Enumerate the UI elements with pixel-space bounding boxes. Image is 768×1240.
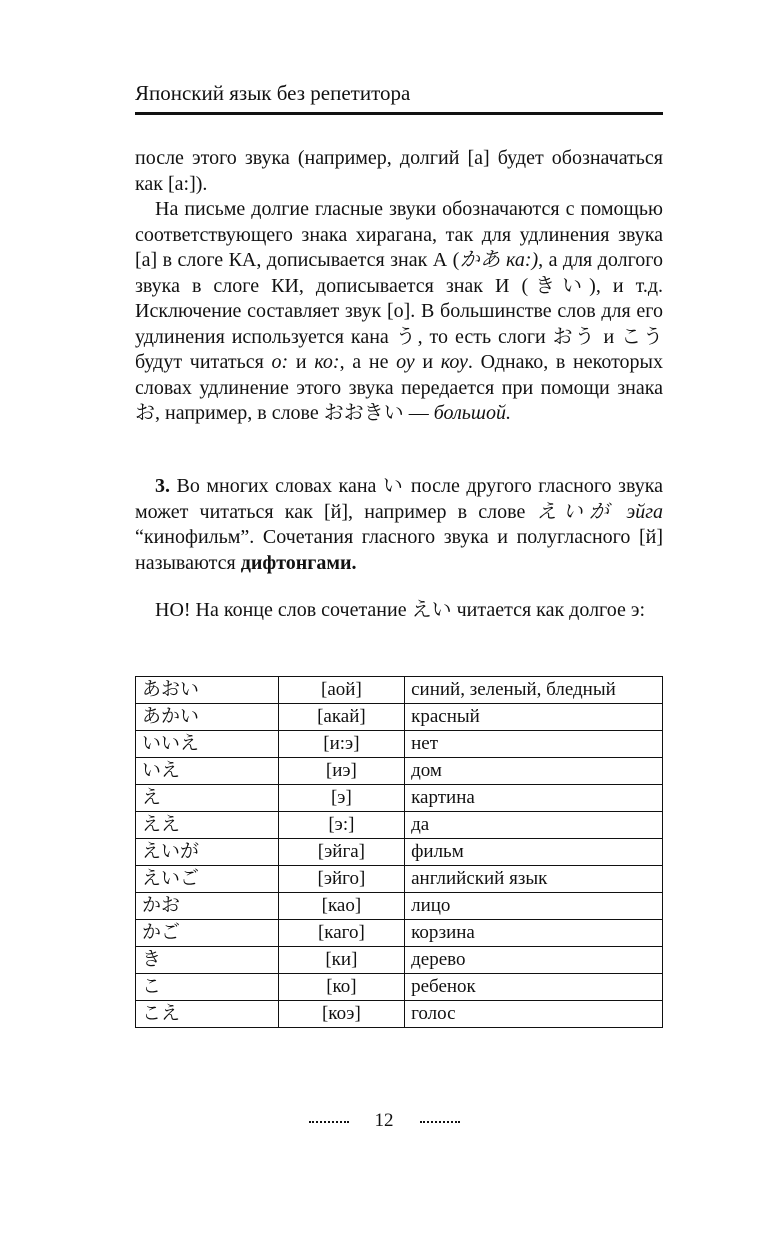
italic-run: оу [396, 351, 415, 373]
table-row [136, 920, 663, 947]
table-row [136, 785, 663, 812]
reading-cell: [ки] [278, 947, 404, 974]
reading-cell: [акай] [278, 704, 404, 731]
footer-dots-left [309, 1121, 349, 1123]
italic-run: большой. [433, 402, 511, 424]
table-row [136, 812, 663, 839]
kana-cell: え [136, 785, 279, 812]
table-row [136, 947, 663, 974]
meaning-cell: лицо [405, 893, 663, 920]
paragraph-note: НО! На конце слов сочетание えい читается как долгое э: [155, 599, 646, 621]
italic-run: ко: [314, 351, 340, 373]
kana-cell: あかい [136, 704, 279, 731]
kana-cell: ええ [136, 812, 279, 839]
reading-cell: [эйга] [278, 839, 404, 866]
text-block-2 [135, 474, 663, 576]
meaning-cell: фильм [405, 839, 663, 866]
table-row [136, 1001, 663, 1028]
bold-run: дифтонгами. [240, 551, 357, 574]
reading-cell: [као] [278, 893, 404, 920]
text-block-1 [135, 146, 663, 427]
paragraph-long-vowels [135, 197, 663, 427]
text-run: . Однако, в некоторых словах удлинение этого звука передается при помощи знака お, например, в слове おおきい — [135, 351, 663, 424]
text-run: , а для долгого звука в слоге КИ, дописывается знак И (きい), и т.д. Исключение составляет звук [о]. В большинстве слов для его удлинения используется кана う, то есть слоги おう и こう будут читаться [135, 249, 663, 373]
italic-run: о: [271, 351, 289, 373]
table-row [136, 893, 663, 920]
kana-cell: あおい [136, 677, 279, 704]
table-row [136, 731, 663, 758]
text-run: На письме долгие гласные звуки обозначаются с помощью соответствующего знака хирагана, так для удлинения звука [а] в слоге КА, дописывается знак А ( [135, 198, 663, 271]
text-run: “кинофильм”. Сочетания гласного звука и полугласного [й] называются [135, 526, 663, 574]
meaning-cell: красный [405, 704, 663, 731]
table-row [136, 974, 663, 1001]
kana-cell: こ [136, 974, 279, 1001]
italic-run: かあ ка:) [459, 249, 539, 271]
table-row [136, 866, 663, 893]
kana-cell: いいえ [136, 731, 279, 758]
kana-cell: こえ [136, 1001, 279, 1028]
reading-cell: [коэ] [278, 1001, 404, 1028]
reading-cell: [каго] [278, 920, 404, 947]
kana-cell: かお [136, 893, 279, 920]
text-run: Во многих словах кана い после другого гласного звука может читаться как [й], например в слове [135, 475, 663, 523]
paragraph-diphthongs [135, 474, 663, 576]
kana-cell: いえ [136, 758, 279, 785]
kana-cell: えいご [136, 866, 279, 893]
reading-cell: [э] [278, 785, 404, 812]
kana-cell: かご [136, 920, 279, 947]
reading-cell: [э:] [278, 812, 404, 839]
meaning-cell: корзина [405, 920, 663, 947]
meaning-cell: картина [405, 785, 663, 812]
meaning-cell: дерево [405, 947, 663, 974]
reading-cell: [иэ] [278, 758, 404, 785]
text-run: , а не [339, 351, 397, 373]
meaning-cell: нет [405, 731, 663, 758]
table-row [136, 677, 663, 704]
meaning-cell: синий, зеленый, бледный [405, 677, 663, 704]
book-title: Японский язык без репетитора [135, 81, 411, 105]
text-run: и [414, 351, 441, 373]
footer-dots-right [420, 1121, 460, 1123]
reading-cell: [и:э] [278, 731, 404, 758]
running-header [135, 78, 663, 115]
paragraph-continued: после этого звука (например, долгий [а] будет обозначаться как [а:]). [135, 147, 663, 195]
kana-cell: えいが [136, 839, 279, 866]
reading-cell: [эйго] [278, 866, 404, 893]
meaning-cell: голос [405, 1001, 663, 1028]
vocabulary-table [135, 676, 663, 1028]
item-number: 3. [155, 475, 170, 497]
meaning-cell: дом [405, 758, 663, 785]
meaning-cell: английский язык [405, 866, 663, 893]
page-number: 12 [374, 1110, 394, 1131]
italic-run: えいが эйга [536, 500, 664, 523]
meaning-cell: да [405, 812, 663, 839]
text-block-3 [135, 598, 663, 624]
meaning-cell: ребенок [405, 974, 663, 1001]
page-footer [0, 1110, 768, 1132]
reading-cell: [ко] [278, 974, 404, 1001]
text-run: и [288, 351, 315, 373]
table-row [136, 704, 663, 731]
kana-cell: き [136, 947, 279, 974]
table-row [136, 839, 663, 866]
table-row [136, 758, 663, 785]
italic-run: коу [440, 351, 468, 373]
reading-cell: [аой] [278, 677, 404, 704]
